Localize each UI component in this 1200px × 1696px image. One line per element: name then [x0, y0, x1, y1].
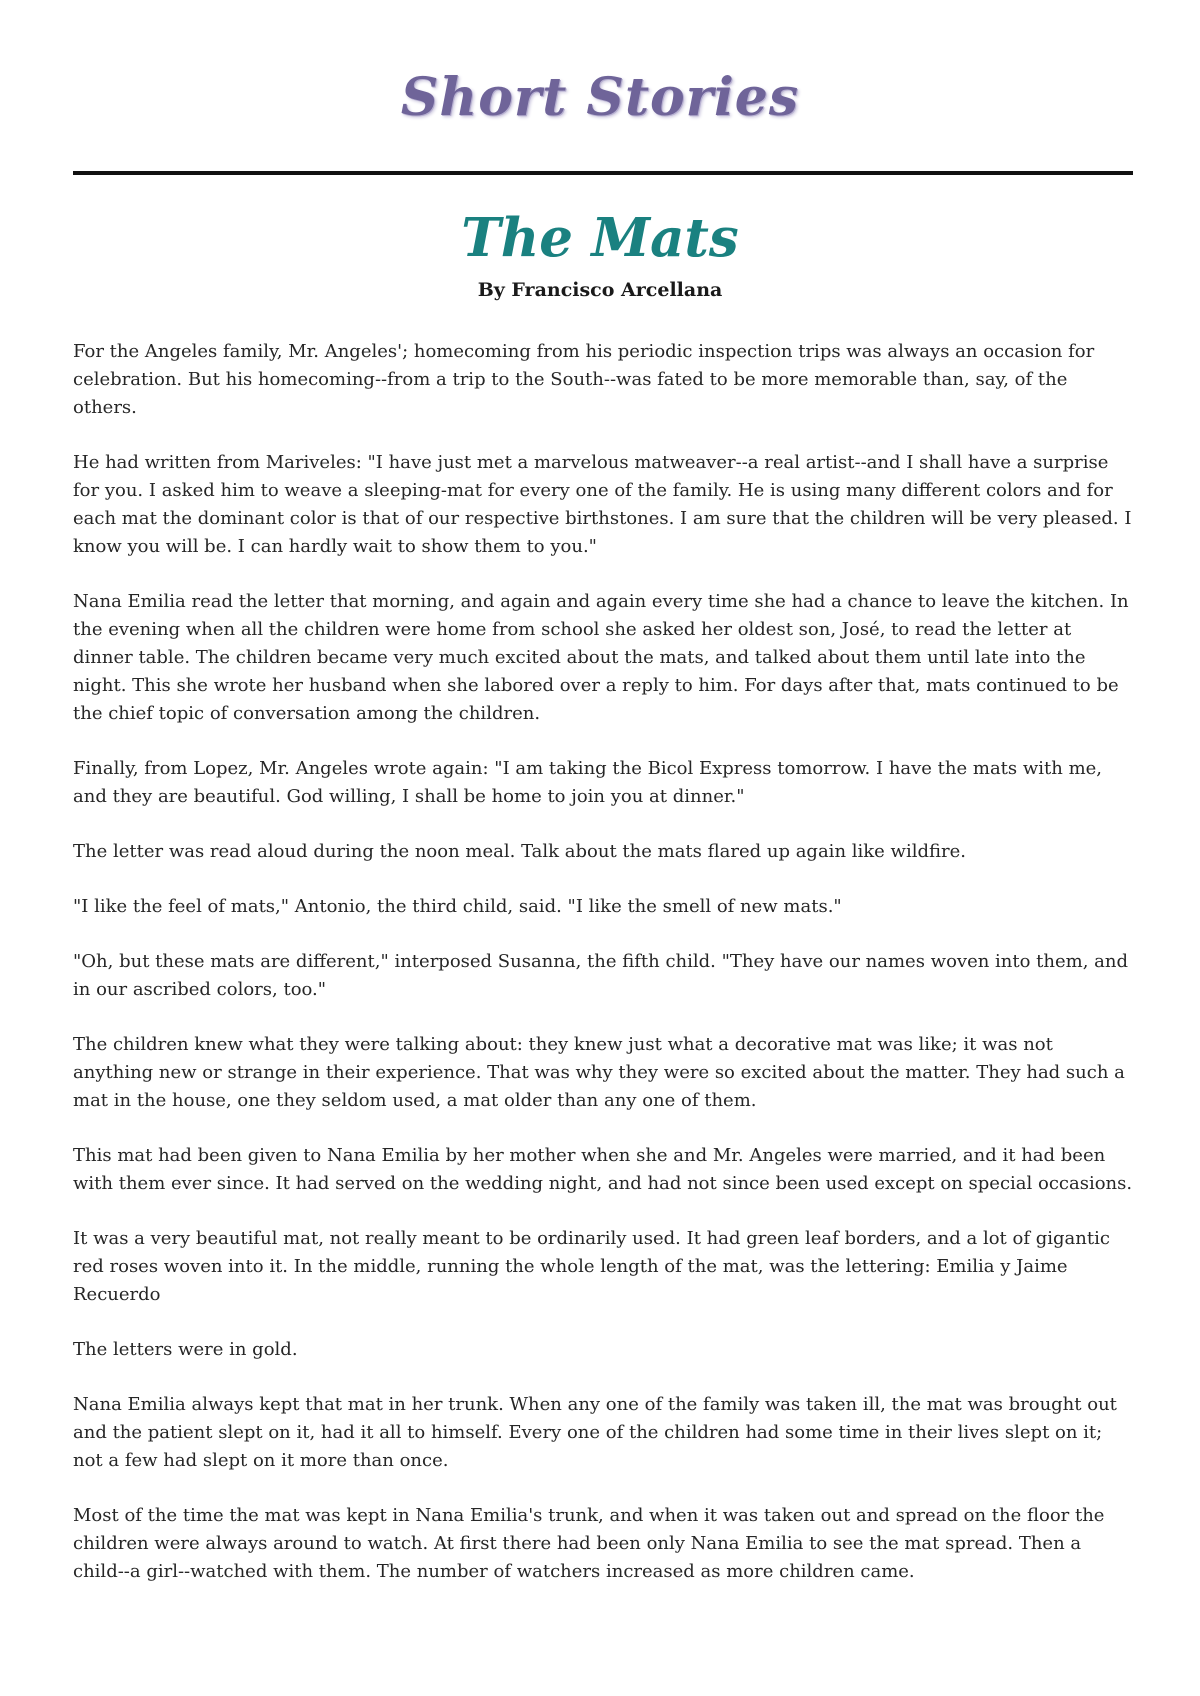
- paragraph: For the Angeles family, Mr. Angeles'; homecoming from his periodic inspection trips was always an occasion for celebration. But his homecoming--from a trip to the South--was fated to be more memorable than, say, of the others.: [73, 341, 1095, 418]
- paragraph: "I like the feel of mats," Antonio, the third child, said. "I like the smell of new mats.": [73, 896, 842, 917]
- paragraph: The letter was read aloud during the noon meal. Talk about the mats flared up again like wildfire.: [73, 841, 966, 862]
- story-body: [73, 338, 1133, 1613]
- paragraph: Nana Emilia read the letter that morning, and again and again every time she had a chance to leave the kitchen. In the evening when all the children were home from school she asked her oldest son, José, to read the letter at dinner table. The children became very much excited about the mats, and talked about them until late into the night. This she wrote her husband when she labored over a reply to him. For days after that, mats continued to be the chief topic of conversation among the children.: [73, 591, 1129, 724]
- paragraph: "Oh, but these mats are different," interposed Susanna, the fifth child. "They have our names woven into them, and in our ascribed colors, too.": [73, 951, 1129, 1000]
- paragraph: The children knew what they were talking about: they knew just what a decorative mat was like; it was not anything new or strange in their experience. That was why they were so excited about the matter. They had such a mat in the house, one they seldom used, a mat older than any one of them.: [73, 1034, 1125, 1111]
- section-header-title: Short Stories: [400, 67, 800, 128]
- paragraph: Finally, from Lopez, Mr. Angeles wrote again: "I am taking the Bicol Express tomorrow. I have the mats with me, and they are beautiful. God willing, I shall be home to join you at dinner.": [73, 758, 1103, 807]
- paragraph: This mat had been given to Nana Emilia by her mother when she and Mr. Angeles were married, and it had been with them ever since. It had served on the wedding night, and had not since been used except on special occasions.: [73, 1145, 1133, 1194]
- header-divider: [73, 171, 1133, 175]
- paragraph: It was a very beautiful mat, not really meant to be ordinarily used. It had green leaf borders, and a lot of gigantic red roses woven into it. In the middle, running the whole length of the mat, was the lettering: Emilia y Jaime Recuerdo: [73, 1228, 1110, 1305]
- story-title: The Mats: [461, 207, 739, 269]
- paragraph: He had written from Mariveles: "I have just met a marvelous matweaver--a real artist--and I shall have a surprise for you. I asked him to weave a sleeping-mat for every one of the family. He is using many different colors and for each mat the dominant color is that of our respective birthstones. I am sure that the children will be very pleased. I know you will be. I can hardly wait to show them to you.": [73, 452, 1132, 557]
- story-byline: By Francisco Arcellana: [477, 279, 723, 301]
- paragraph: Most of the time the mat was kept in Nana Emilia's trunk, and when it was taken out and spread on the floor the children were always around to watch. At first there had been only Nana Emilia to see the mat spread. Then a child--a girl--watched with them. The number of watchers increased as more children came.: [73, 1505, 1105, 1582]
- paragraph: The letters were in gold.: [73, 1339, 298, 1360]
- paragraph: Nana Emilia always kept that mat in her trunk. When any one of the family was taken ill, the mat was brought out and the patient slept on it, had it all to himself. Every one of the children had some time in their lives slept on it; not a few had slept on it more than once.: [73, 1394, 1117, 1471]
